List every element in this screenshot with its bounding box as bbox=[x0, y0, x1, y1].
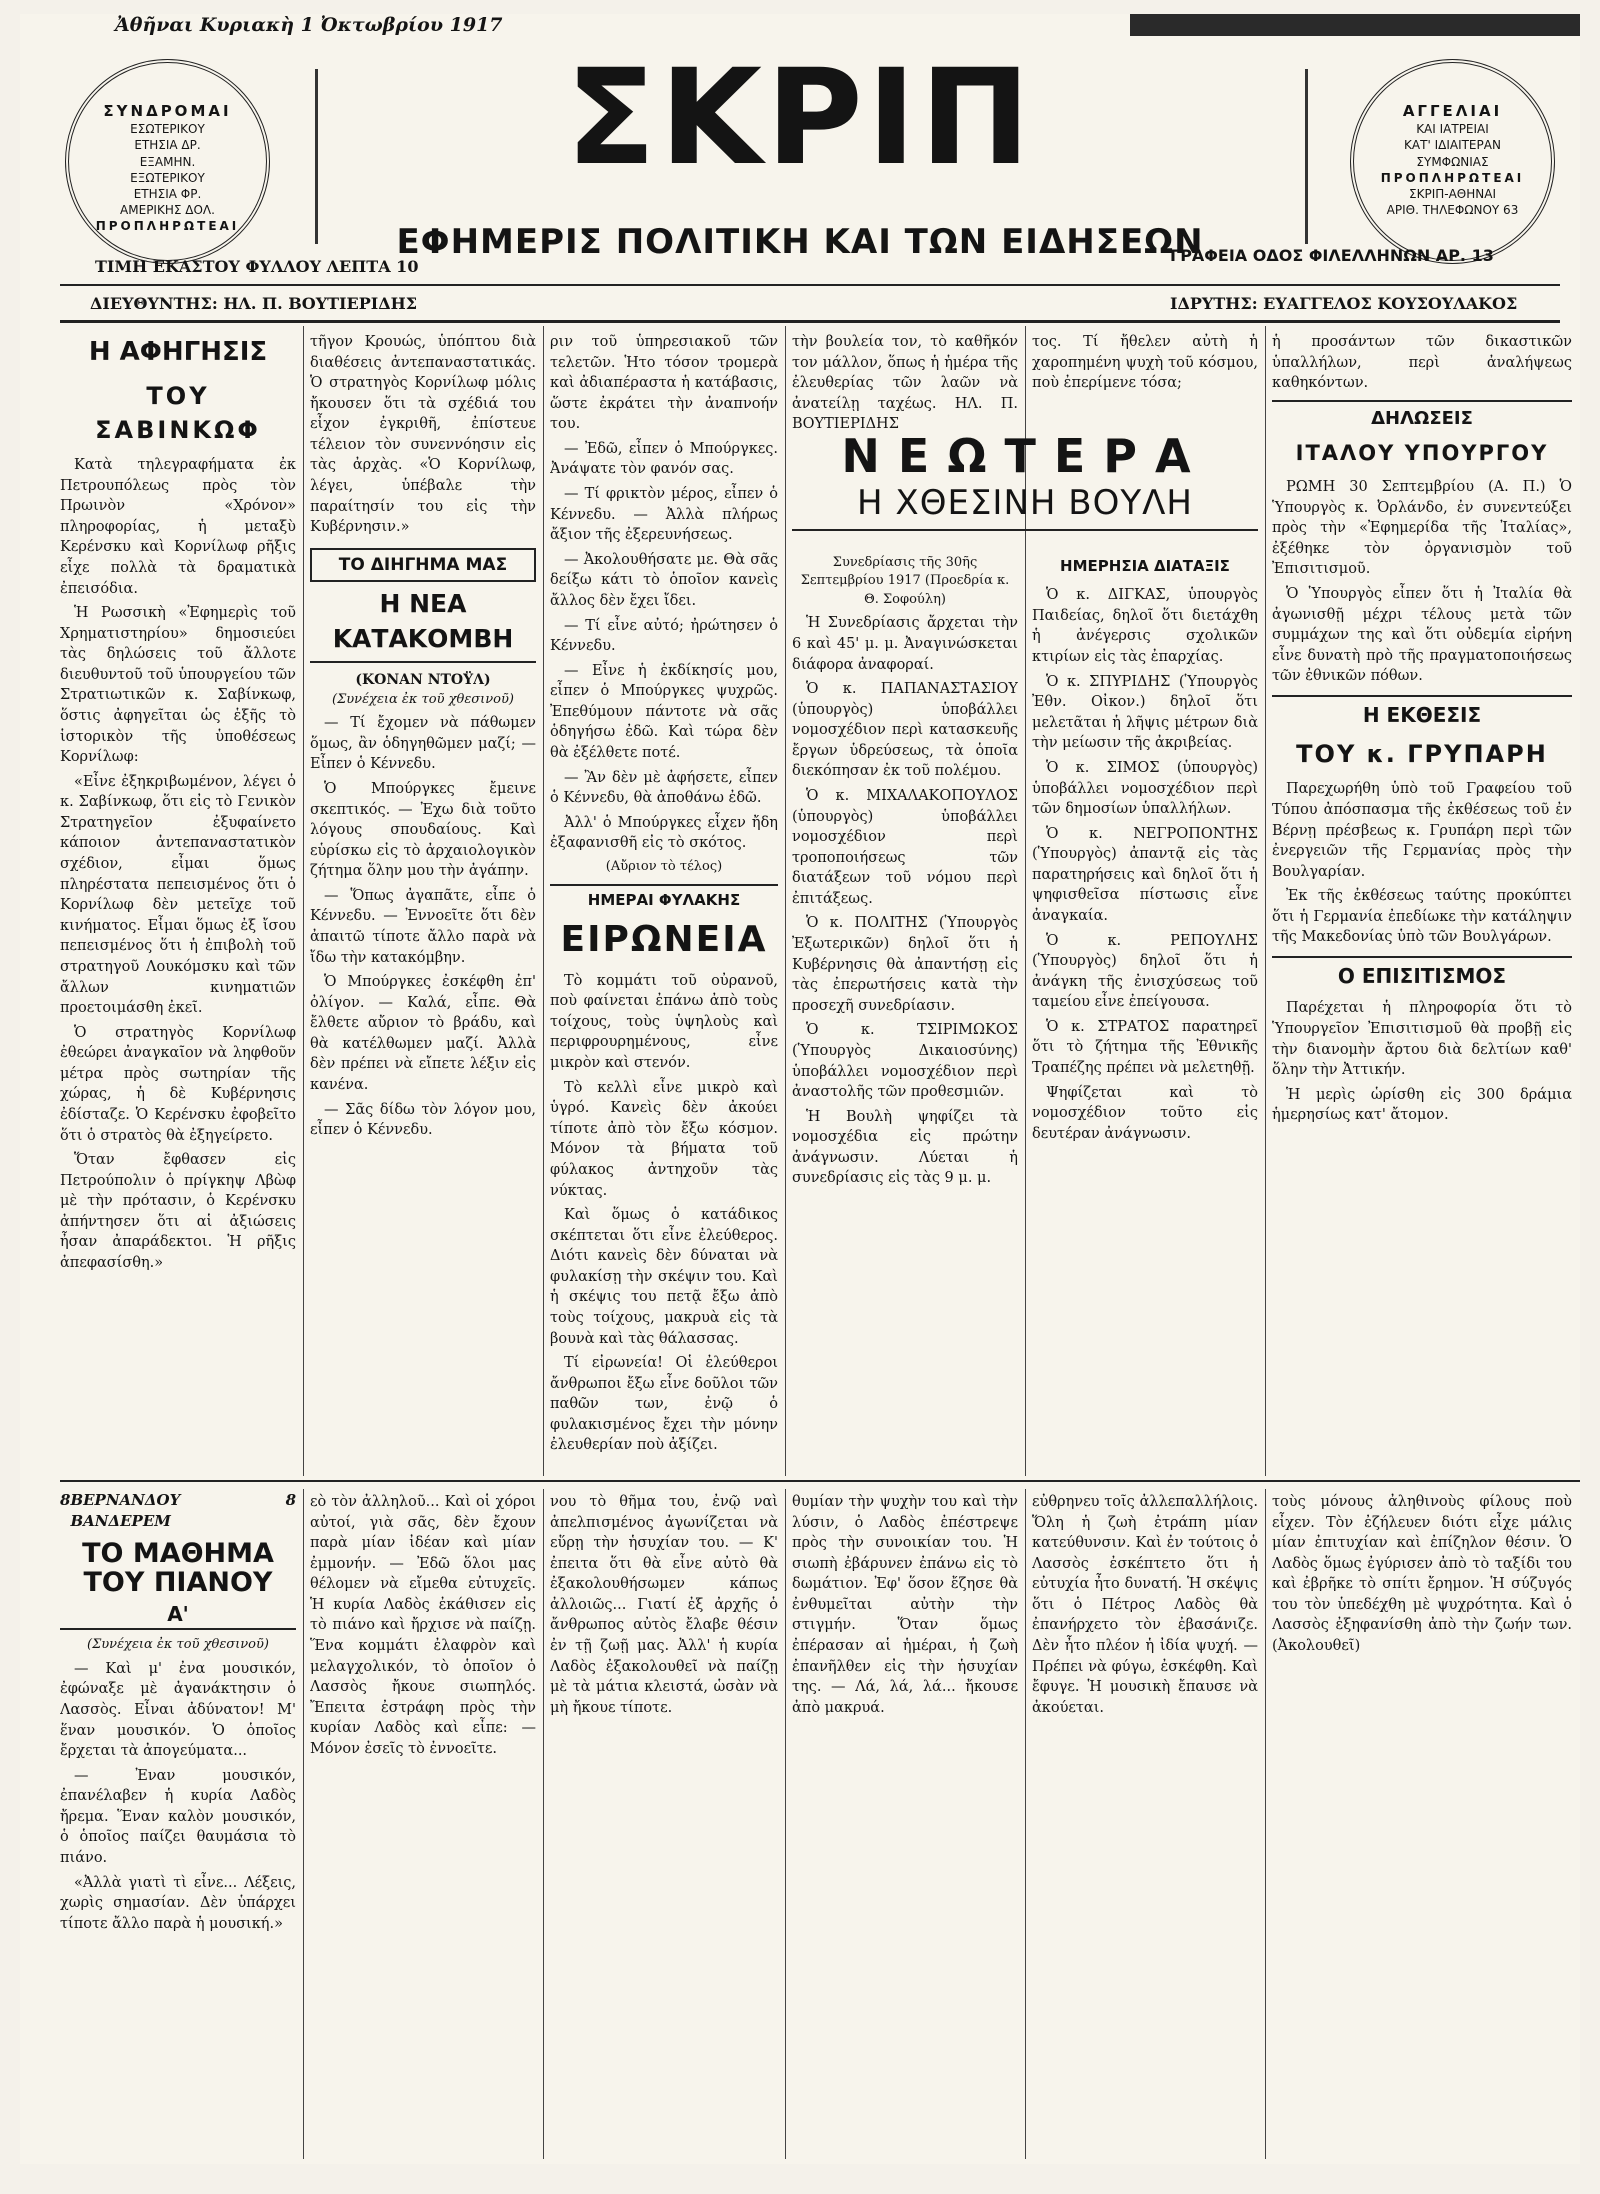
paragraph: τος. Τί ἤθελεν αὐτὴ ἡ χαροπημένη ψυχὴ τοῦ κόσμου, ποὺ ἐπερίμενε τόσα; bbox=[1032, 334, 1258, 392]
paragraph: εὐθρηνευ τοῖς ἀλλεπαλλήλοις. Ὅλη ἡ ζωὴ ἐτράπη μίαν κατεύθυνσιν. Καὶ ἐν τούτοις ὁ Λασσὸς ἐσκέπτετο ὅτι ἡ εὐτυχία ἦτο δυνατή. Ἡ σκέψις ὅτι ὁ Πέτρος Λαδὸς θὰ ἐπανήρχετο τὸν ἐβασάνιζε. Δὲν ἦτο πλέον ἡ ἰδία ψυχή. — Πρέπει νὰ φύγω, ἐσκέφθη. Καὶ ἔφυγε. Ἡ μουσικὴ ἔπαυσε νὰ ἀκούεται. bbox=[1032, 1494, 1258, 1716]
paragraph: Ὁ κ. ΔΙΓΚΑΣ, ὑπουργὸς Παιδείας, δηλοῖ ὅτι διετάχθη ἡ ἀνέγερσις σχολικῶν κτιρίων εἰς τὰς ἐπαρχίας. bbox=[1032, 587, 1258, 666]
paragraph: Ὁ κ. ΤΣΙΡΙΜΩΚΟΣ (Ὑπουργὸς Δικαιοσύνης) ὑποβάλλει νομοσχέδιον περὶ ἀναστολῆς τῶν προθεσμιῶν. bbox=[792, 1022, 1018, 1101]
paragraph: «Ἀλλὰ γιατὶ τὶ εἶνε... Λέξεις, χωρὶς σημασίαν. Δὲν ὑπάρχει τίποτε ἄλλο παρὰ ἡ μουσική.» bbox=[60, 1874, 296, 1932]
dateline: Ἀθῆναι Κυριακὴ 1 Ὀκτωβρίου 1917 bbox=[115, 14, 503, 36]
subscriptions-seal: ΣΥΝΔΡΟΜΑΙ ΕΣΩΤΕΡΙΚΟΥ ΕΤΗΣΙΑ ΔΡ. ΕΞΑΜΗΝ. ΕΞΩΤΕΡΙΚΟΥ ΕΤΗΣΙΑ ΦΡ. ΑΜΕΡΙΚΗΣ ΔΟΛ. ΠΡΟΠΛΗΡΩΤΕΑΙ bbox=[65, 59, 270, 264]
news-header bbox=[792, 429, 1258, 531]
section-label: Η ΕΚΘΕΣΙΣ bbox=[1272, 695, 1572, 729]
paragraph: — Τί φρικτὸν μέρος, εἶπεν ὁ Κέννεδυ. — Ἀλλὰ πλήρως ἄξιον τῆς ἐξερευνήσεως. bbox=[550, 486, 778, 544]
paragraph: — Ὅπως ἀγαπᾶτε, εἶπε ὁ Κέννεδυ. — Ἐννοεῖτε ὅτι δὲν ἀπαιτῶ τίποτε ἄλλο παρὰ νὰ ἴδω τὴν κατακόμβην. bbox=[310, 887, 536, 966]
serial-author: ΒΕΡΝΑΝΔΟΥ ΒΑΝΔΕΡΕΜ bbox=[70, 1491, 181, 1531]
paragraph: Ὁ κ. ΝΕΓΡΟΠΟΝΤΗΣ (Ὑπουργὸς) ἀπαντᾷ εἰς τὰς παρατηρήσεις καὶ δηλοῖ ὅτι ἡ ψηφισθεῖσα πίστωσις εἶνε ἀναγκαία. bbox=[1032, 825, 1258, 924]
session-note: Συνεδρίασις τῆς 30ῆς Σεπτεμβρίου 1917 (Προεδρία κ. Θ. Σοφούλη) bbox=[800, 555, 1010, 607]
column-1 bbox=[60, 332, 296, 1472]
paragraph: — Ἐδῶ, εἶπεν ὁ Μπούργκες. Ἀνάψατε τὸν φανόν σας. bbox=[550, 440, 778, 478]
paragraph: «Εἶνε ἐξηκριβωμένον, λέγει ὁ κ. Σαβίνκωφ, ὅτι εἰς τὸ Γενικὸν Στρατηγεῖον ἐξυφαίνετο κάποιον ἀντεπαναστατικὸν σχέδιον, εἶμαι ὅμως πληρέστατα πεπεισμένος ὅτι ὁ Κορνίλωφ δὲν μετεῖχε τοῦ κινήματος. Εἶμαι ὅμως ἐξ ἴσου πεπεισμένος ὅτι ἡ ἐπιβολὴ τοῦ στρατηγοῦ Λουκόμσκυ καὶ τῶν ἄλλων κινηματιῶν προετοιμάσθη ἐκεῖ. bbox=[60, 773, 296, 1017]
paragraph: — Σᾶς δίδω τὸν λόγον μου, εἶπεν ὁ Κέννεδυ. bbox=[310, 1101, 536, 1139]
news-label: ΝΕΩΤΕΡΑ bbox=[841, 429, 1209, 483]
rule bbox=[60, 320, 1560, 323]
newspaper-subtitle: ΕΦΗΜΕΡΙΣ ΠΟΛΙΤΙΚΗ ΚΑΙ ΤΩΝ ΕΙΔΗΣΕΩΝ bbox=[396, 222, 1204, 262]
rule bbox=[60, 284, 1560, 286]
column-rule bbox=[1265, 1489, 1266, 2159]
paragraph: τοὺς μόνους ἀληθινοὺς φίλους ποὺ εἶχεν. Τὸν ἐζήλευεν διότι εἶχε μάλις μίαν ἐπιτυχίαν καὶ ἐπίζηλον θέσιν. Ὁ Λαδὸς ὅμως ἐγύρισεν ἀπὸ τὸ ταξίδι του καὶ ἐβρῆκε τὸ σπίτι ἔρημον. Ἡ σύζυγός του τὸν ὑπεδέχθη μὲ ψυχρότητα. Καὶ ὁ Λασσὸς ἐξηφανίσθη ἀπὸ τὴν ζωήν των. (Ἀκολουθεῖ) bbox=[1272, 1494, 1572, 1655]
column-5-body bbox=[1032, 554, 1258, 1472]
paragraph: Ἐκ τῆς ἐκθέσεως ταύτης προκύπτει ὅτι ἡ Γερμανία ἐπεδίωκε τὴν κατάληψιν τῆς Μακεδονίας ὑπὸ τῶν Βουλγάρων. bbox=[1272, 888, 1572, 946]
paragraph: τὴν βουλεία τον, τὸ καθῆκόν τον μάλλον, ὅπως ἡ ἡμέρα τῆς ἐλευθερίας τῶν λαῶν νὰ ἀνατείλῃ ταχέως. ΗΛ. Π. ΒΟΥΤΙΕΡΙΔΗΣ bbox=[792, 334, 1018, 433]
paragraph: εὸ τὸν ἀλληλοῦ... Καὶ οἱ χόροι αὐτοί, γιὰ σᾶς, δὲν ἔχουν παρὰ μίαν ἰδέαν καὶ μίαν ἐμμονήν. — Ἐδῶ ὅλοι μας θέλομεν νὰ εἴμεθα εὐτυχεῖς. Ἡ κυρία Λαδὸς ἐκάθισεν εἰς τὸ πιάνο καὶ ἤρχισε νὰ παίζῃ. Ἕνα κομμάτι ἐλαφρὸν καὶ μελαγχολικόν, τὸ ὁποῖον ὁ Λασσὸς ἤκουε σιωπηλός. Ἔπειτα ἐστράφη πρὸς τὴν κυρίαν Λαδὸς καὶ εἶπε: — Μόνον ἐσεῖς τὸ ἐννοεῖτε. bbox=[310, 1494, 536, 1757]
founder-line: ΙΔΡΥΤΗΣ: ΕΥΑΓΓΕΛΟΣ ΚΟΥΣΟΥΛΑΚΟΣ bbox=[1170, 294, 1518, 313]
serial-column-2 bbox=[310, 1492, 536, 2157]
paragraph: — Τί εἶνε αὐτό; ἠρώτησεν ὁ Κέννεδυ. bbox=[550, 617, 778, 655]
paragraph: Ἀλλ' ὁ Μπούργκες εἶχεν ἤδη ἐξαφανισθῆ εἰς τὸ σκότος. bbox=[550, 814, 778, 852]
paragraph: ΡΩΜΗ 30 Σεπτεμβρίου (Α. Π.) Ὁ Ὑπουργὸς κ. Ὀρλάνδο, ἐν συνεντεύξει πρὸς τὴν «Ἐφημερίδα τῆς Ἰταλίας», ἐξέθηκε τὸν ὀργανισμὸν τοῦ Ἐπισιτισμοῦ. bbox=[1272, 479, 1572, 578]
section-label: ΤΟ ΔΙΗΓΗΜΑ ΜΑΣ bbox=[310, 548, 536, 582]
paragraph: Ψηφίζεται καὶ τὸ νομοσχέδιον τοῦτο εἰς δευτέραν ἀνάγνωσιν. bbox=[1032, 1084, 1258, 1142]
paragraph: Ὁ κ. ΣΠΥΡΙΔΗΣ (Ὑπουργὸς Ἐθν. Οἰκον.) δηλοῖ ὅτι μελετᾶται ἡ λῆψις μέτρων διὰ τὴν μείωσιν τῆς ἀκριβείας. bbox=[1032, 673, 1258, 752]
serial-column-4 bbox=[792, 1492, 1018, 2157]
article-subtitle: ΤΟΥ ΣΑΒΙΝΚΩΦ bbox=[95, 381, 261, 444]
column-5 bbox=[1032, 332, 1258, 427]
paragraph: νου τὸ θῆμα του, ἐνῷ ναὶ ἀπελπισμένος ἀγωνίζεται νὰ εὕρῃ τὴν ἡσυχίαν του. — Κ' ἐπειτα ὅτι θὰ εἶνε αὐτὸ θὰ ἐξακολουθήσωμεν κάπως ἀλλοιῶς... Γιατί ἐξ ἀρχῆς ὁ ἄνθρωπος αὐτὸς ἔλαβε θέσιν ἐν τῇ ζωῇ μας. Ἀλλ' ἡ κυρία Λαδὸς ἐξακολουθεῖ νὰ παίζῃ μὲ τὰ μάτια κλειστά, ὡσὰν νὰ μὴ ἤκουε τίποτε. bbox=[550, 1494, 778, 1716]
column-rule bbox=[1265, 326, 1266, 1476]
section-title: Ο ΕΠΙΣΙΤΙΣΜΟΣ bbox=[1272, 956, 1572, 990]
column-4-body bbox=[792, 554, 1018, 1472]
paragraph: — Εἶνε ἡ ἐκδίκησίς μου, εἶπεν ὁ Μπούργκες ψυχρῶς. Ἐπεθύμουν πάντοτε νὰ σᾶς ὁδηγήσω ἐδῶ. Καὶ τώρα δὲν θὰ ἐξέλθετε ποτέ. bbox=[550, 662, 778, 761]
section-title: ΤΟΥ κ. ΓΡΥΠΑΡΗ bbox=[1296, 740, 1548, 769]
paragraph: Ὁ κ. ΣΙΜΟΣ (ὑπουργὸς) ὑποβάλλει νομοσχέδιον περὶ τῶν δημοσίων ὑπαλλήλων. bbox=[1032, 759, 1258, 818]
paragraph: ριν τοῦ ὑπηρεσιακοῦ τῶν τελετῶν. Ἡτο τόσον τρομερὰ καὶ ἀδιαπέραστα ἡ κατάβασις, ὥστε ἐκράτει τὴν ἀναπνοήν του. bbox=[550, 334, 778, 433]
paragraph: ἡ προσάντων τῶν δικαστικῶν ὑπαλλήλων, περὶ ἀναλήψεως καθηκόντων. bbox=[1272, 334, 1572, 392]
section-label: ΗΜΕΡΑΙ ΦΥΛΑΚΗΣ bbox=[550, 884, 778, 911]
paragraph: Κατὰ τηλεγραφήματα ἐκ Πετρουπόλεως πρὸς τὸν Πρωινὸν «Χρόνον» πληροφορίας, ἡ μεταξὺ Κερένσκυ καὶ Κορνίλωφ ρῆξις εἶχε πολλὰ τὰ δραματικὰ ἐπεισόδια. bbox=[60, 457, 296, 597]
paragraph: — Ἂν δὲν μὲ ἀφήσετε, εἶπεν ὁ Κέννεδυ, θὰ ἀποθάνω ἐδῶ. bbox=[550, 769, 778, 807]
newspaper-title: ΣΚΡΙΠ bbox=[565, 41, 1035, 195]
column-rule bbox=[543, 326, 544, 1476]
serial-number-left: 8 bbox=[60, 1491, 71, 1509]
paragraph: — Ἐναν μουσικόν, ἐπανέλαβεν ἡ κυρία Λαδὸς ἤρεμα. Ἕναν καλὸν μουσικόν, ὁ ὁποῖος παίζει θαυμάσια τὸ πιάνο. bbox=[60, 1767, 296, 1867]
paragraph: Καὶ ὅμως ὁ κατάδικος σκέπτεται ὅτι εἶνε ἐλεύθερος. Διότι κανεὶς δὲν δύναται νὰ φυλακίσῃ τὴν σκέψιν του. Καὶ ἡ σκέψις του πετᾷ ἔξω ἀπὸ τοὺς τοίχους, μακρυὰ εἰς τὰ βουνὰ καὶ τὰς θάλασσας. bbox=[550, 1207, 778, 1347]
news-title: Η ΧΘΕΣΙΝΗ ΒΟΥΛΗ bbox=[792, 483, 1258, 531]
paragraph: Τὸ κελλὶ εἶνε μικρὸ καὶ ὑγρό. Κανεὶς δὲν ἀκούει τίποτε ἀπὸ τὸν ἔξω κόσμον. Μόνον τὰ βήματα τοῦ φύλακος ἀντηχοῦν τὰς νύκτας. bbox=[550, 1079, 778, 1199]
column-3 bbox=[550, 332, 778, 1472]
column-rule bbox=[785, 326, 786, 1476]
serial-number-right: 8 bbox=[285, 1491, 296, 1509]
paragraph: Ἡ Συνεδρίασις ἄρχεται τὴν 6 καὶ 45' μ. μ. Ἀναγινώσκεται διάφορα ἀναφοραί. bbox=[792, 615, 1018, 673]
continuation-note: (Συνέχεια ἐκ τοῦ χθεσινοῦ) bbox=[87, 1637, 269, 1653]
paragraph: Ἡ Ρωσσικὴ «Ἐφημερὶς τοῦ Χρηματιστηρίου» δημοσιεύει τὰς δηλώσεις τοῦ ἄλλοτε διευθυντοῦ τοῦ ὑπουργείου τῶν Στρατιωτικῶν κ. Σαβίνκωφ, ὅστις ἀφηγεῖται ὡς ἑξῆς τὸ ἱστορικὸν τῆς ὑποθέσεως Κορνίλωφ: bbox=[60, 605, 296, 766]
paragraph: Ὁ κ. ΡΕΠΟΥΛΗΣ (Ὑπουργὸς) δηλοῖ ὅτι ἡ ἀνάγκη τῆς ἐνισχύσεως τοῦ ταμείου εἶνε ἐπείγουσα. bbox=[1032, 932, 1258, 1011]
paragraph: Ὁ κ. ΠΟΛΙΤΗΣ (Ὑπουργὸς Ἐξωτερικῶν) δηλοῖ ὅτι ἡ Κυβέρνησις θὰ ἀπαντήσῃ εἰς τὰς ἐπερωτήσεις κατὰ τὴν προσεχῆ συνεδρίασιν. bbox=[792, 915, 1018, 1014]
story-author: (ΚΟΝΑΝ ΝΤΟΫΛ) bbox=[355, 671, 491, 688]
section-title: ΕΙΡΩΝΕΙΑ bbox=[560, 918, 768, 960]
paragraph: — Τί ἔχομεν νὰ πάθωμεν ὅμως, ἂν ὁδηγηθῶμεν μαζί; — Εἶπεν ὁ Κέννεδυ. bbox=[310, 715, 536, 773]
column-6 bbox=[1272, 332, 1572, 1472]
article-title: Η ΑΦΗΓΗΣΙΣ bbox=[88, 337, 268, 367]
paragraph: Ὁ Μπούργκες ἔμεινε σκεπτικός. — Ἐχω διὰ τοῦτο λόγους σπουδαίους. Καὶ εὑρίσκω εἰς τὸ ἀρχαιολογικὸν ζήτημα ὅλην μου τὴν ἀγάπην. bbox=[310, 780, 536, 880]
paragraph: Ὁ στρατηγὸς Κορνίλωφ ἐθεώρει ἀναγκαῖον νὰ ληφθοῦν μέτρα πρὸς σωτηρίαν τῆς χώρας, ἡ δὲ Κυβέρνησις ἐδίσταζε. Ὁ Κερένσκυ ἐφοβεῖτο ὅτι ὁ στρατὸς θὰ ἐξηγείρετο. bbox=[60, 1024, 296, 1144]
paragraph: — Ἀκολουθήσατε με. Θὰ σᾶς δείξω κάτι τὸ ὁποῖον κανεὶς ἄλλος δὲν ἔχει ἴδει. bbox=[550, 551, 778, 609]
ads-seal: ΑΓΓΕΛΙΑΙ ΚΑΙ ΙΑΤΡΕΙΑΙ ΚΑΤ' ΙΔΙΑΙΤΕΡΑΝ ΣΥΜΦΩΝΙΑΣ ΠΡΟΠΛΗΡΩΤΕΑΙ ΣΚΡΙΠ-ΑΘΗΝΑΙ ΑΡΙΘ. ΤΗΛΕΦΩΝΟΥ 63 bbox=[1350, 59, 1555, 264]
column-rule bbox=[785, 1489, 786, 2159]
serial-column-5 bbox=[1032, 1492, 1258, 2157]
office-address: ΓΡΑΦΕΙΑ ΟΔΟΣ ΦΙΛΕΛΛΗΝΩΝ ΑΡ. 13 bbox=[1170, 246, 1494, 265]
paragraph: — Καὶ μ' ἐνα μουσικόν, ἐφώναξε μὲ ἀγανάκτησιν ὁ Λασσὸς. Εἶναι ἀδύνατον! Μ' ἕναν μουσικόν. Ὁ ὁποῖος ἔρχεται τὰ ἀπογεύματα... bbox=[60, 1660, 296, 1760]
paragraph: Παρέχεται ἡ πληροφορία ὅτι τὸ Ὑπουργεῖον Ἐπισιτισμοῦ θὰ προβῇ εἰς τὴν διανομὴν ἄρτου διὰ δελτίων καθ' ὅλην τὴν Ἀττικήν. bbox=[1272, 1000, 1572, 1079]
serial-column-6 bbox=[1272, 1492, 1572, 2157]
paragraph: Τὸ κομμάτι τοῦ οὐρανοῦ, ποὺ φαίνεται ἐπάνω ἀπὸ τοὺς τοίχους, τοὺς ὑψηλοὺς καὶ περιφρουρημένους, εἶνε μικρὸν καὶ στενόν. bbox=[550, 972, 778, 1072]
end-note: (Αὔριον τὸ τέλος) bbox=[605, 858, 723, 874]
serial-column-3 bbox=[550, 1492, 778, 2157]
section-title: ΙΤΑΛΟΥ ΥΠΟΥΡΓΟΥ bbox=[1295, 441, 1549, 466]
continuation-note: (Συνέχεια ἐκ τοῦ χθεσινοῦ) bbox=[332, 691, 514, 707]
section-title: ΗΜΕΡΗΣΙΑ ΔΙΑΤΑΞΙΣ bbox=[1060, 557, 1230, 575]
column-rule bbox=[543, 1489, 544, 2159]
paragraph: Ὁ Μπούργκες ἐσκέφθη ἐπ' ὀλίγον. — Καλά, εἶπε. Θὰ ἔλθετε αὔριον τὸ βράδυ, καὶ θὰ κατέλθωμεν μαζί. Ἀλλὰ δὲν πρέπει νὰ εἴπετε λέξιν εἰς κανένα. bbox=[310, 974, 536, 1094]
story-title: Η ΝΕΑ ΚΑΤΑΚΟΜΒΗ bbox=[310, 586, 536, 663]
paragraph: Ὅταν ἔφθασεν εἰς Πετρούπολιν ὁ πρίγκηψ Λβὼφ μὲ τὴν πρότασιν, ὁ Κερένσκυ ἀπήντησεν ὅτι αἱ ἀξιώσεις ἦσαν ἀπαράδεκτοι. Ἡ ρῆξις ἀπεφασίσθη.» bbox=[60, 1152, 296, 1272]
column-rule bbox=[303, 1489, 304, 2159]
serial-part: Α' bbox=[60, 1600, 296, 1630]
paragraph: Ὁ κ. ΣΤΡΑΤΟΣ παρατηρεῖ ὅτι τὸ ζήτημα τῆς Ἐθνικῆς Τραπέζης πρέπει νὰ μελετηθῇ. bbox=[1032, 1018, 1258, 1077]
paragraph: Ἡ μερὶς ὡρίσθη εἰς 300 δράμια ἡμερησίως κατ' ἄτομον. bbox=[1272, 1086, 1572, 1124]
paragraph: Ἡ Βουλὴ ψηφίζει τὰ νομοσχέδια εἰς πρώτην ἀνάγνωσιν. Λύεται ἡ συνεδρίασις εἰς τὰς 9 μ. μ. bbox=[792, 1108, 1018, 1187]
column-2 bbox=[310, 332, 536, 1472]
serial-column bbox=[60, 1490, 296, 2160]
paragraph: Ὁ κ. ΜΙΧΑΛΑΚΟΠΟΥΛΟΣ (ὑπουργὸς) ὑποβάλλει νομοσχέδιον περὶ τροποποιήσεως τῶν διατάξεων τοῦ νόμου περὶ ἐπιτάξεως. bbox=[792, 787, 1018, 907]
column-rule bbox=[1025, 1489, 1026, 2159]
paragraph: Ὁ Ὑπουργὸς εἶπεν ὅτι ἡ Ἰταλία θὰ ἀγωνισθῇ μέχρι τέλους μετὰ τῶν συμμάχων της καὶ ὅτι οὐδεμία εἰρήνη εἶνε δυνατὴ πρὸ τῆς πραγματοποιήσεως τῶν ἐθνικῶν πόθων. bbox=[1272, 585, 1572, 685]
serial-title: ΤΟ ΜΑΘΗΜΑ ΤΟΥ ΠΙΑΝΟΥ bbox=[82, 1537, 274, 1599]
feuilleton-rule bbox=[60, 1480, 1580, 1482]
director-line: ΔΙΕΥΘΥΝΤΗΣ: ΗΛ. Π. ΒΟΥΤΙΕΡΙΔΗΣ bbox=[90, 294, 418, 313]
paragraph: Ὁ κ. ΠΑΠΑΝΑΣΤΑΣΙΟΥ (ὑπουργὸς) ὑποβάλλει νομοσχέδιον περὶ κατασκευῆς ἔργων ὑδρεύσεως, τὰ ὁποῖα διεκόπησαν ἐκ τοῦ πολέμου. bbox=[792, 681, 1018, 780]
price-line: ΤΙΜΗ ΕΚΑΣΤΟΥ ΦΥΛΛΟΥ ΛΕΠΤΑ 10 bbox=[95, 257, 419, 276]
paragraph: Τί εἰρωνεία! Οἱ ἐλεύθεροι ἄνθρωποι ἔξω εἶνε δοῦλοι τῶν παθῶν των, ἐνῷ ὁ φυλακισμένος ἔχει τὴν μόνην ἐλευθερίαν ποὺ ἀξίζει. bbox=[550, 1355, 778, 1454]
column-rule bbox=[303, 326, 304, 1476]
paragraph: θυμίαν τὴν ψυχὴν του καὶ τὴν λύσιν, ὁ Λαδὸς ἐπέστρεψε πρὸς τὴν συνοικίαν του. Ἡ σιωπὴ ἐβάρυνεν ἐπάνω εἰς τὸ δωμάτιον. Ἐφ' ὅσον ἔζησε θὰ ἐνθυμεῖται αὐτὴν τὴν στιγμήν. Ὅταν ὅμως ἐπέρασαν αἱ ἡμέραι, ἡ ζωὴ ἐπανῆλθεν εἰς τὴν ἡσυχίαν της. — Λά, λά, λά... ἤκουσε ἀπὸ μακρυά. bbox=[792, 1494, 1018, 1716]
top-dark-strip bbox=[1130, 14, 1580, 36]
section-label: ΔΗΛΩΣΕΙΣ bbox=[1272, 400, 1572, 432]
paragraph: Παρεχωρήθη ὑπὸ τοῦ Γραφείου τοῦ Τύπου ἀπόσπασμα τῆς ἐκθέσεως τοῦ ἐν Βέρνῃ πρέσβεως κ. Γρυπάρη περὶ τῶν ἐνεργειῶν τῆς Γερμανίας πρὸς τὴν Βουλγαρίαν. bbox=[1272, 781, 1572, 880]
newspaper-page bbox=[20, 14, 1580, 2164]
paragraph: τῆγον Κρουώς, ὑπόπτου διὰ διαθέσεις ἀντεπαναστατικάς. Ὁ στρατηγὸς Κορνίλωφ μόλις ἤκουσεν ὅτι τὰ σχέδιά του εἶχον ἐγκριθῆ, ἐπίστευε τέλειον τὸν συνεννόησιν εἰς τὰς ἀρχὰς. «Ὁ Κορνίλωφ, λέγει, ὑπέβαλε τὴν παραίτησίν του εἰς τὴν Κυβέρνησιν.» bbox=[310, 334, 536, 536]
serial-header bbox=[60, 1490, 296, 1533]
